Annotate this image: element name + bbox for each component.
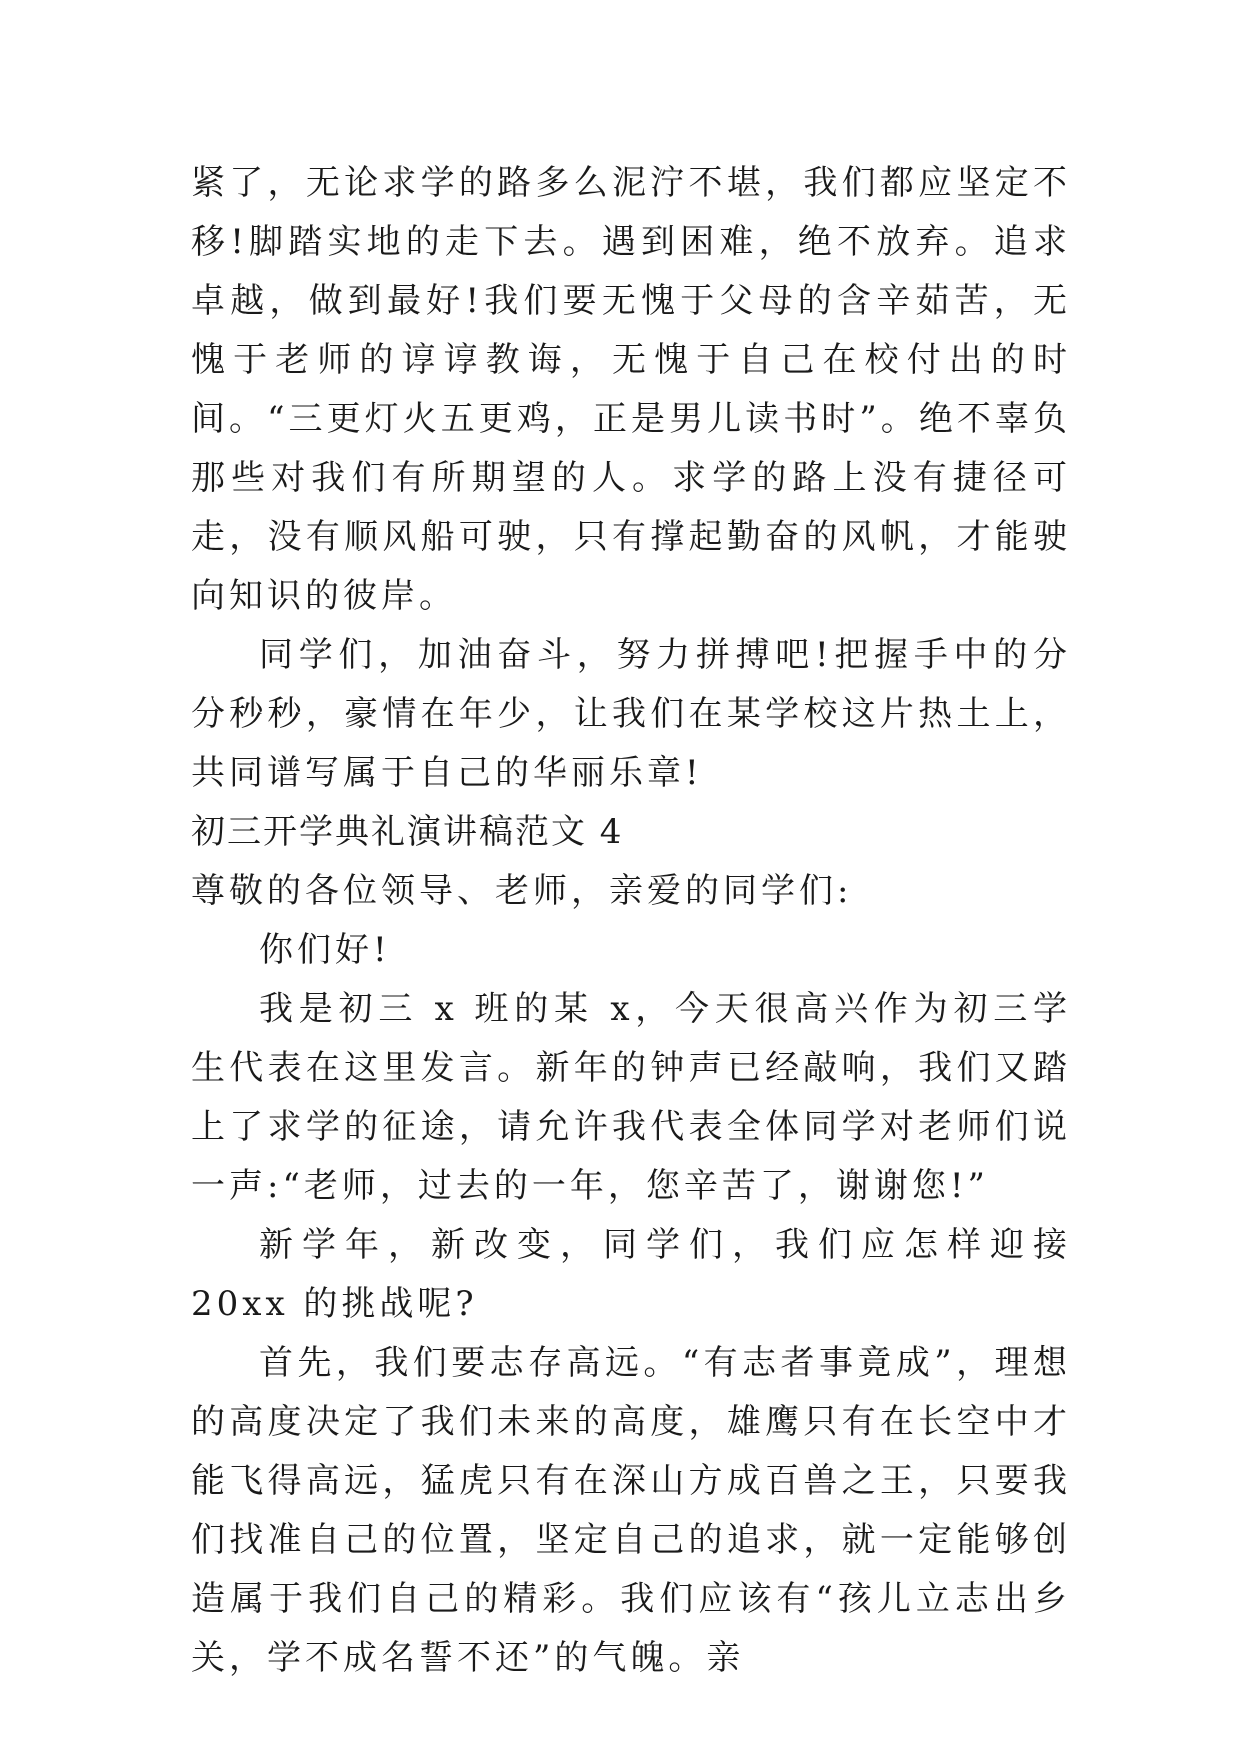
paragraph-introduction: 我是初三 x 班的某 x，今天很高兴作为初三学生代表在这里发言。新年的钟声已经敲响，我们又踏上了求学的征途，请允许我代表全体同学对老师们说一声:“老师，过去的一年，您辛苦了，谢谢您!” bbox=[191, 989, 1071, 1206]
section-heading: 初三开学典礼演讲稿范文 4 bbox=[191, 812, 624, 852]
salutation: 尊敬的各位领导、老师，亲爱的同学们: bbox=[191, 871, 853, 911]
greeting: 你们好! bbox=[259, 930, 391, 970]
document-body bbox=[191, 154, 1071, 1688]
paragraph-closing-call: 同学们，加油奋斗，努力拼搏吧!把握手中的分分秒秒，豪情在年少，让我们在某学校这片热土上，共同谱写属于自己的华丽乐章! bbox=[191, 635, 1071, 793]
paragraph-new-year-question: 新学年，新改变，同学们，我们应怎样迎接 20xx 的挑战呢? bbox=[191, 1225, 1071, 1324]
paragraph-continuation: 紧了，无论求学的路多么泥泞不堪，我们都应坚定不移!脚踏实地的走下去。遇到困难，绝不放弃。追求卓越，做到最好!我们要无愧于父母的含辛茹苦，无愧于老师的谆谆教诲，无愧于自己在校付出的时间。“三更灯火五更鸡，正是男儿读书时”。绝不辜负那些对我们有所期望的人。求学的路上没有捷径可走，没有顺风船可驶，只有撑起勤奋的风帆，才能驶向知识的彼岸。 bbox=[191, 163, 1071, 616]
paragraph-aspiration: 首先，我们要志存高远。“有志者事竟成”，理想的高度决定了我们未来的高度，雄鹰只有在长空中才能飞得高远，猛虎只有在深山方成百兽之王，只要我们找准自己的位置，坚定自己的追求，就一定能够创造属于我们自己的精彩。我们应该有“孩儿立志出乡关，学不成名誓不还”的气魄。亲 bbox=[191, 1343, 1071, 1678]
